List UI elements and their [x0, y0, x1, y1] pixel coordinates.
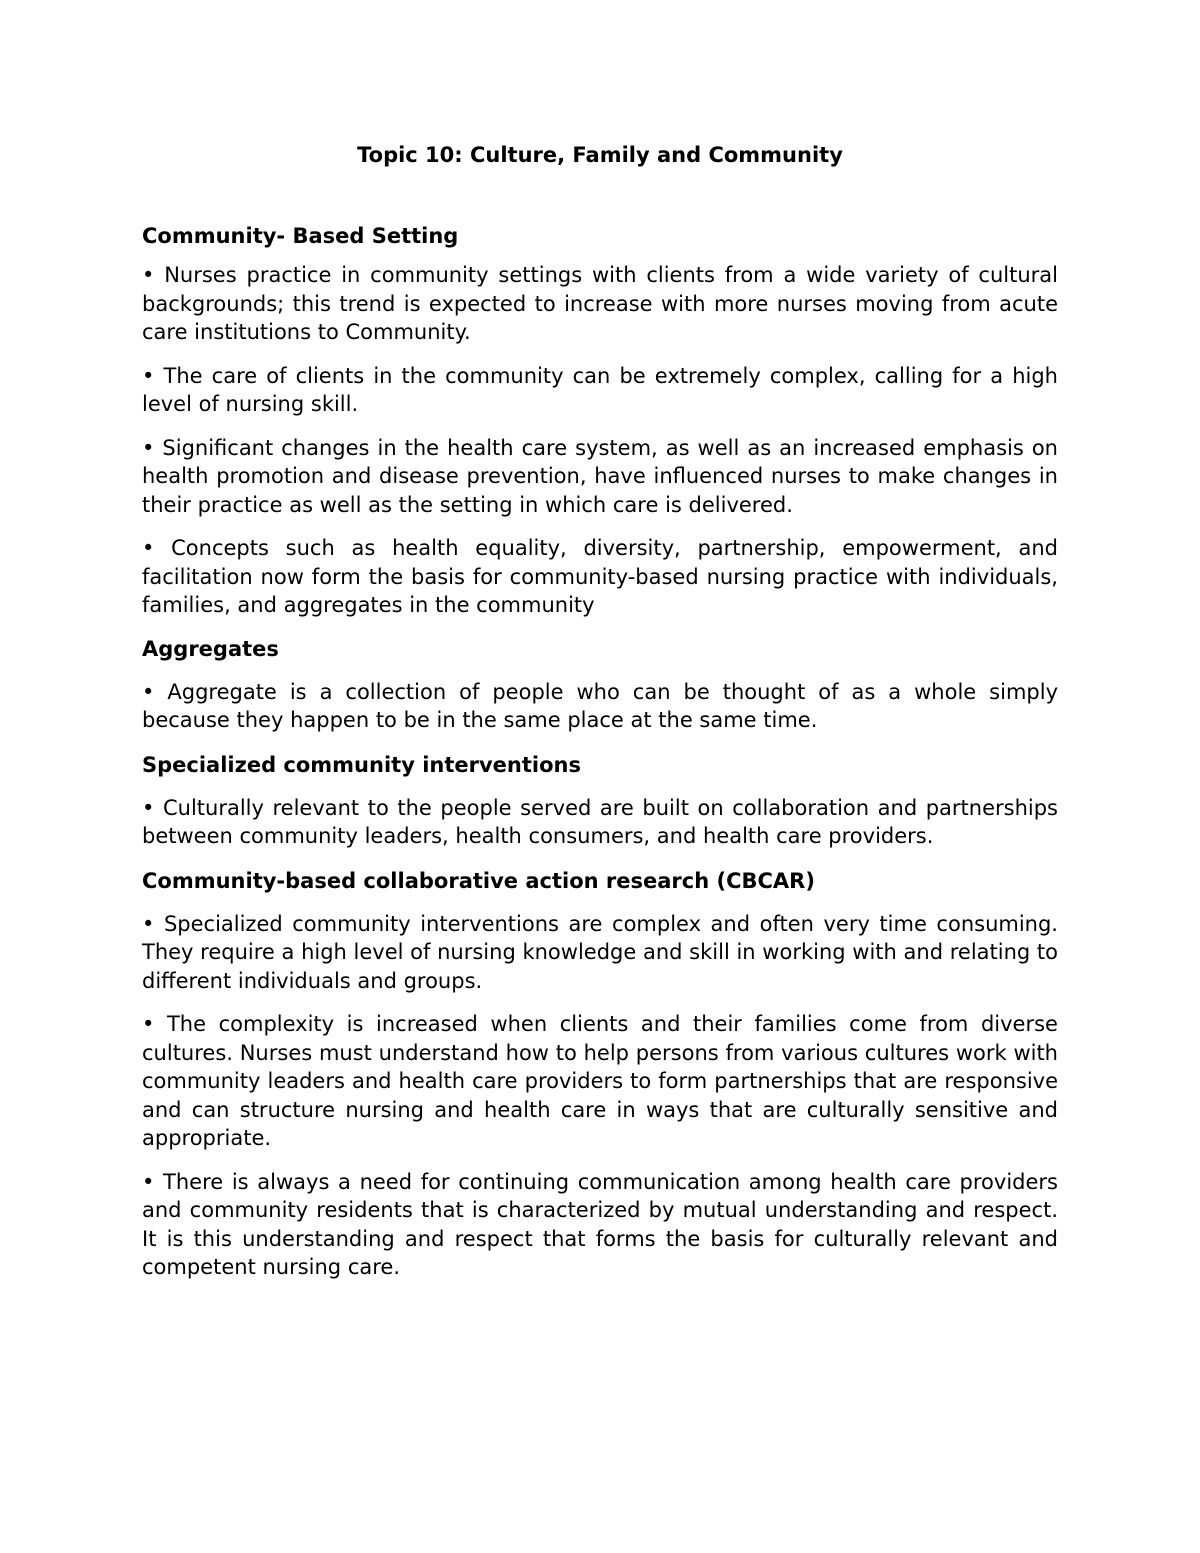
- bullet-glyph: •: [142, 911, 155, 936]
- bullet-paragraph: [142, 910, 1058, 996]
- bullet-paragraph: [142, 1010, 1058, 1153]
- section-heading-specialized-community-interventions: Specialized community interventions: [142, 752, 581, 777]
- bullet-glyph: •: [142, 795, 155, 820]
- bullet-text: Culturally relevant to the people served are built on collaboration and partnerships between community leaders, health consumers, and health care providers.: [142, 795, 1058, 848]
- bullet-text: Concepts such as health equality, diversity, partnership, empowerment, and facilitation now form the basis for community-based nursing practice with individuals, families, and aggregates in the community: [142, 536, 1058, 617]
- bullet-glyph: •: [142, 1012, 155, 1036]
- bullet-text: Nurses practice in community settings with clients from a wide variety of cultural backgrounds; this trend is expected to increase with more nurses moving from acute care institutions to Community.: [142, 263, 1059, 344]
- bullet-paragraph: [142, 362, 1058, 419]
- bullet-paragraph: [142, 794, 1058, 851]
- bullet-glyph: •: [142, 679, 155, 704]
- bullet-glyph: •: [142, 435, 155, 460]
- bullet-paragraph: [142, 434, 1058, 520]
- section-heading-community-based-setting: Community- Based Setting: [142, 224, 459, 248]
- document-page: [142, 140, 1058, 1282]
- bullet-paragraph: [142, 534, 1058, 620]
- bullet-paragraph: [142, 678, 1058, 735]
- bullet-glyph: •: [142, 263, 155, 287]
- bullet-text: Aggregate is a collection of people who can be thought of as a whole simply because they happen to be in the same place at the same time.: [142, 679, 1058, 732]
- bullet-paragraph: [142, 1168, 1058, 1282]
- page-title: Topic 10: Culture, Family and Community: [357, 143, 843, 167]
- bullet-text: Specialized community interventions are complex and often very time consuming. They require a high level of nursing knowledge and skill in working with and relating to different individuals and groups.: [142, 911, 1058, 993]
- bullet-text: The complexity is increased when clients and their families come from diverse cultures. Nurses must understand how to help persons from various cultures work with community leaders and health care providers to form partnerships that are responsive and can structure nursing and health care in ways that are culturally sensitive and appropriate.: [142, 1012, 1058, 1150]
- bullet-paragraph: [142, 261, 1058, 347]
- bullet-glyph: •: [142, 363, 155, 388]
- bullet-text: The care of clients in the community can be extremely complex, calling for a high level of nursing skill.: [142, 363, 1058, 416]
- bullet-text: Significant changes in the health care system, as well as an increased emphasis on health promotion and disease prevention, have influenced nurses to make changes in their practice as well as the setting in which care is delivered.: [142, 435, 1058, 517]
- bullet-text: There is always a need for continuing communication among health care providers and community residents that is characterized by mutual understanding and respect. It is this understanding and respect that forms the basis for culturally relevant and competent nursing care.: [142, 1169, 1058, 1279]
- section-heading-aggregates: Aggregates: [142, 636, 279, 661]
- section-heading-cbcar: Community-based collaborative action research (CBCAR): [142, 868, 815, 893]
- bullet-glyph: •: [142, 1169, 155, 1194]
- bullet-glyph: •: [142, 536, 155, 560]
